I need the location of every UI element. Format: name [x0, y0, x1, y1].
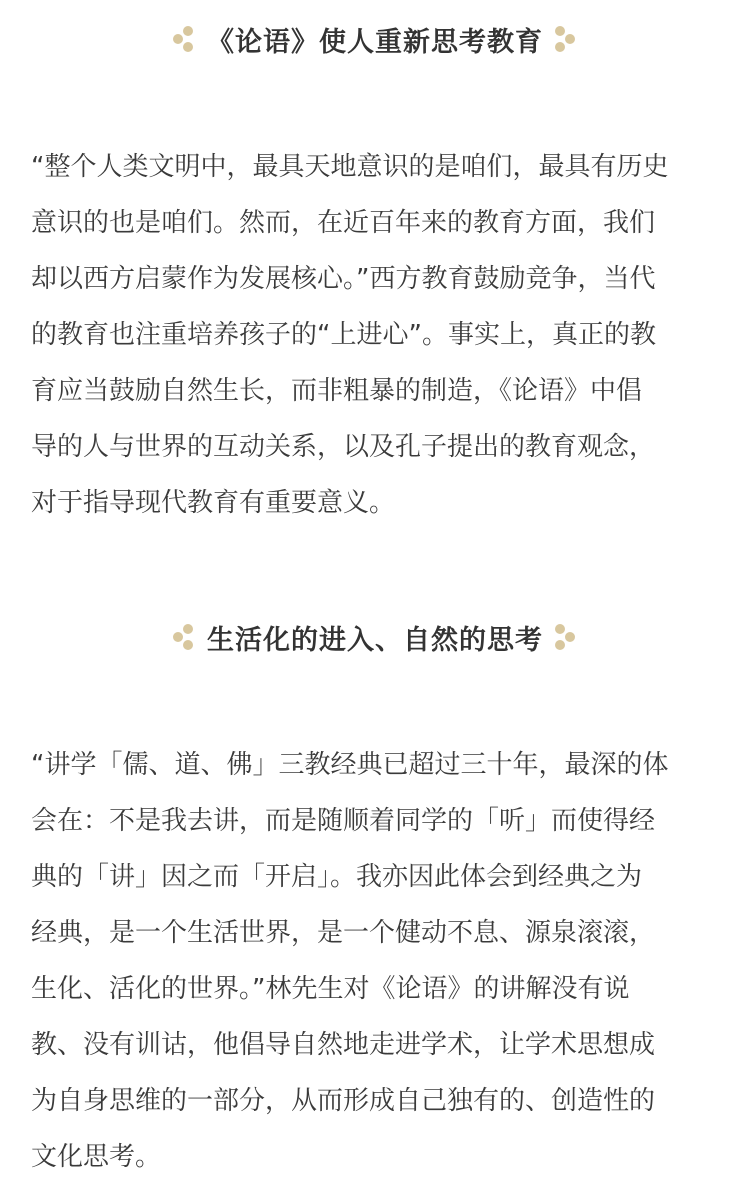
paragraph-line: 导的人与世界的互动关系，以及孔子提出的教育观念， — [31, 432, 656, 462]
paragraph-1 — [31, 139, 721, 531]
ornament-dots-icon — [173, 24, 195, 54]
section-heading-2 — [0, 617, 750, 657]
paragraph-line: “讲学「儒、道、佛」三教经典已超过三十年，最深的体 — [31, 750, 669, 780]
paragraph-line: 会在：不是我去讲，而是随顺着同学的「听」而使得经 — [31, 806, 656, 836]
ornament-dots-icon — [555, 622, 577, 652]
paragraph-line: 生化、活化的世界。”林先生对《论语》的讲解没有说 — [31, 974, 630, 1004]
section-heading-1 — [0, 19, 750, 59]
paragraph-line: 文化思考。 — [31, 1142, 162, 1172]
paragraph-line: 却以西方启蒙作为发展核心。”西方教育鼓励竞争，当代 — [31, 264, 656, 294]
paragraph-line: 意识的也是咱们。然而，在近百年来的教育方面，我们 — [31, 208, 656, 238]
section-title: 生活化的进入、自然的思考 — [207, 624, 543, 656]
paragraph-line: 的教育也注重培养孩子的“上进心”。事实上，真正的教 — [31, 320, 656, 350]
paragraph-2 — [31, 737, 721, 1185]
paragraph-line: 对于指导现代教育有重要意义。 — [31, 488, 396, 518]
paragraph-line: 为自身思维的一部分，从而形成自己独有的、创造性的 — [31, 1086, 656, 1116]
paragraph-line: 经典，是一个生活世界，是一个健动不息、源泉滚滚， — [31, 918, 656, 948]
paragraph-line: “整个人类文明中，最具天地意识的是咱们，最具有历史 — [31, 152, 669, 182]
paragraph-line: 典的「讲」因之而「开启」。我亦因此体会到经典之为 — [31, 862, 643, 892]
paragraph-line: 教、没有训诂，他倡导自然地走进学术，让学术思想成 — [31, 1030, 656, 1060]
ornament-dots-icon — [555, 24, 577, 54]
paragraph-line: 育应当鼓励自然生长，而非粗暴的制造，《论语》中倡 — [31, 376, 643, 406]
section-title: 《论语》使人重新思考教育 — [207, 26, 543, 58]
ornament-dots-icon — [173, 622, 195, 652]
